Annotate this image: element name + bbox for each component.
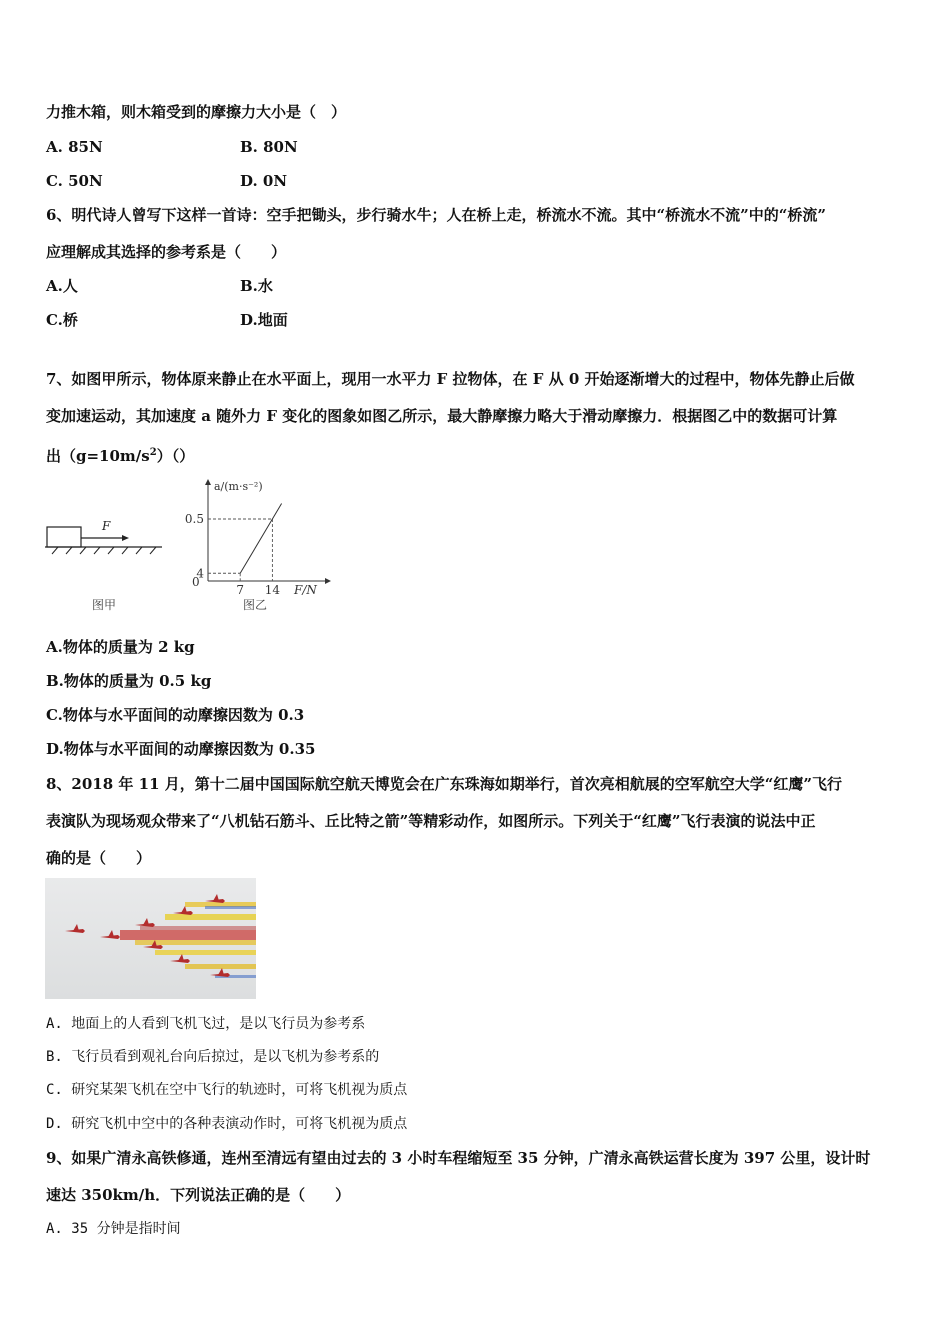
q5-stem: 力推木箱，则木箱受到的摩擦力大小是（ ） [46, 103, 347, 121]
q7-stem-line3-pre: 出（g=10m/s [46, 447, 150, 465]
y-tick-label: 0.5 [184, 512, 204, 526]
q8-stem-line3: 确的是（ ） [46, 849, 152, 867]
jet-icon [173, 906, 193, 915]
q6-option-d: D.地面 [240, 311, 288, 329]
force-label: F [102, 519, 111, 533]
caption-right: 图乙 [243, 598, 268, 612]
x-axis-label: F/N [294, 583, 317, 597]
q7-stem-line3-sup: 2 [149, 447, 157, 458]
a-vs-f-line [240, 504, 281, 574]
x-tick-label: 14 [264, 583, 281, 597]
ground-hatch [52, 547, 156, 554]
q8-option-d: D. 研究飞机中空中的各种表演动作时，可将飞机视为质点 [46, 1116, 408, 1132]
jet-icon [100, 930, 120, 939]
jet-icon [65, 924, 85, 933]
block [47, 527, 81, 547]
jet-icon [210, 968, 230, 977]
q8-stem-line1: 8、2018 年 11 月，第十二届中国国际航空航天博览会在广东珠海如期举行，首次亮相航展的空军航空大学“红鹰”飞行 [46, 775, 842, 793]
x-tick-label: 7 [236, 583, 245, 597]
q6-option-a: A.人 [46, 277, 78, 295]
q5-option-c: C. 50N [46, 172, 103, 190]
origin-label: 0 [192, 575, 200, 589]
q7-option-b: B.物体的质量为 0.5 kg [46, 672, 212, 690]
q7-stem-line3-post: ）（） [156, 447, 195, 465]
q6-option-b: B.水 [240, 277, 273, 295]
q7-option-c: C.物体与水平面间的动摩擦因数为 0.3 [46, 706, 305, 724]
y-axis-label: a/(m·s⁻²) [214, 480, 263, 493]
q7-figure [40, 475, 340, 615]
q7-stem-line1: 7、如图甲所示，物体原来静止在水平面上，现用一水平力 F 拉物体，在 F 从 0 开始逐渐增大的过程中，物体先静止后做 [46, 370, 855, 388]
jet-icon [135, 918, 155, 927]
q6-stem-line1: 6、明代诗人曾写下这样一首诗：空手把锄头，步行骑水牛；人在桥上走，桥流水不流。其中“桥流水不流”中的“桥流” [46, 206, 826, 224]
jet-icon [170, 954, 190, 963]
x-axis-arrow [325, 578, 331, 584]
q5-option-d: D. 0N [240, 172, 288, 190]
q7-stem-line3 [46, 443, 194, 466]
formation-photo [45, 878, 256, 999]
jet-icon [205, 894, 225, 903]
q7-option-a: A.物体的质量为 2 kg [46, 638, 195, 656]
caption-left: 图甲 [92, 598, 117, 612]
q6-option-c: C.桥 [46, 311, 78, 329]
q7-figure-svg [40, 475, 340, 615]
q8-option-c: C. 研究某架飞机在空中飞行的轨迹时，可将飞机视为质点 [46, 1082, 408, 1098]
q6-stem-line2: 应理解成其选择的参考系是（ ） [46, 243, 287, 261]
q8-stem-line2: 表演队为现场观众带来了“八机钻石筋斗、丘比特之箭”等精彩动作，如图所示。下列关于“红鹰”飞行表演的说法中正 [46, 812, 816, 830]
y-axis-arrow [205, 479, 211, 485]
y-tick-label: 4 [196, 566, 204, 581]
q9-stem-line1: 9、如果广清永高铁修通，连州至清远有望由过去的 3 小时车程缩短至 35 分钟，广清永高铁运营长度为 397 公里，设计时 [46, 1149, 871, 1167]
q5-option-b: B. 80N [240, 138, 298, 156]
q7-stem-line2: 变加速运动，其加速度 a 随外力 F 变化的图象如图乙所示，最大静摩擦力略大于滑动摩擦力．根据图乙中的数据可计算 [46, 407, 838, 425]
graph [185, 479, 331, 612]
q7-option-d: D.物体与水平面间的动摩擦因数为 0.35 [46, 740, 316, 758]
q9-stem-line2: 速达 350km/h．下列说法正确的是（ ） [46, 1186, 351, 1204]
guide-lines [208, 519, 272, 581]
formation-photo-svg [45, 878, 256, 999]
block-diagram [45, 519, 162, 612]
q5-option-a: A. 85N [46, 138, 103, 156]
force-arrow-head [122, 535, 129, 541]
q8-option-b: B. 飞行员看到观礼台向后掠过，是以飞机为参考系的 [46, 1049, 380, 1065]
q8-option-a: A. 地面上的人看到飞机飞过，是以飞行员为参考系 [46, 1016, 366, 1032]
q9-option-a: A. 35 分钟是指时间 [46, 1221, 181, 1237]
